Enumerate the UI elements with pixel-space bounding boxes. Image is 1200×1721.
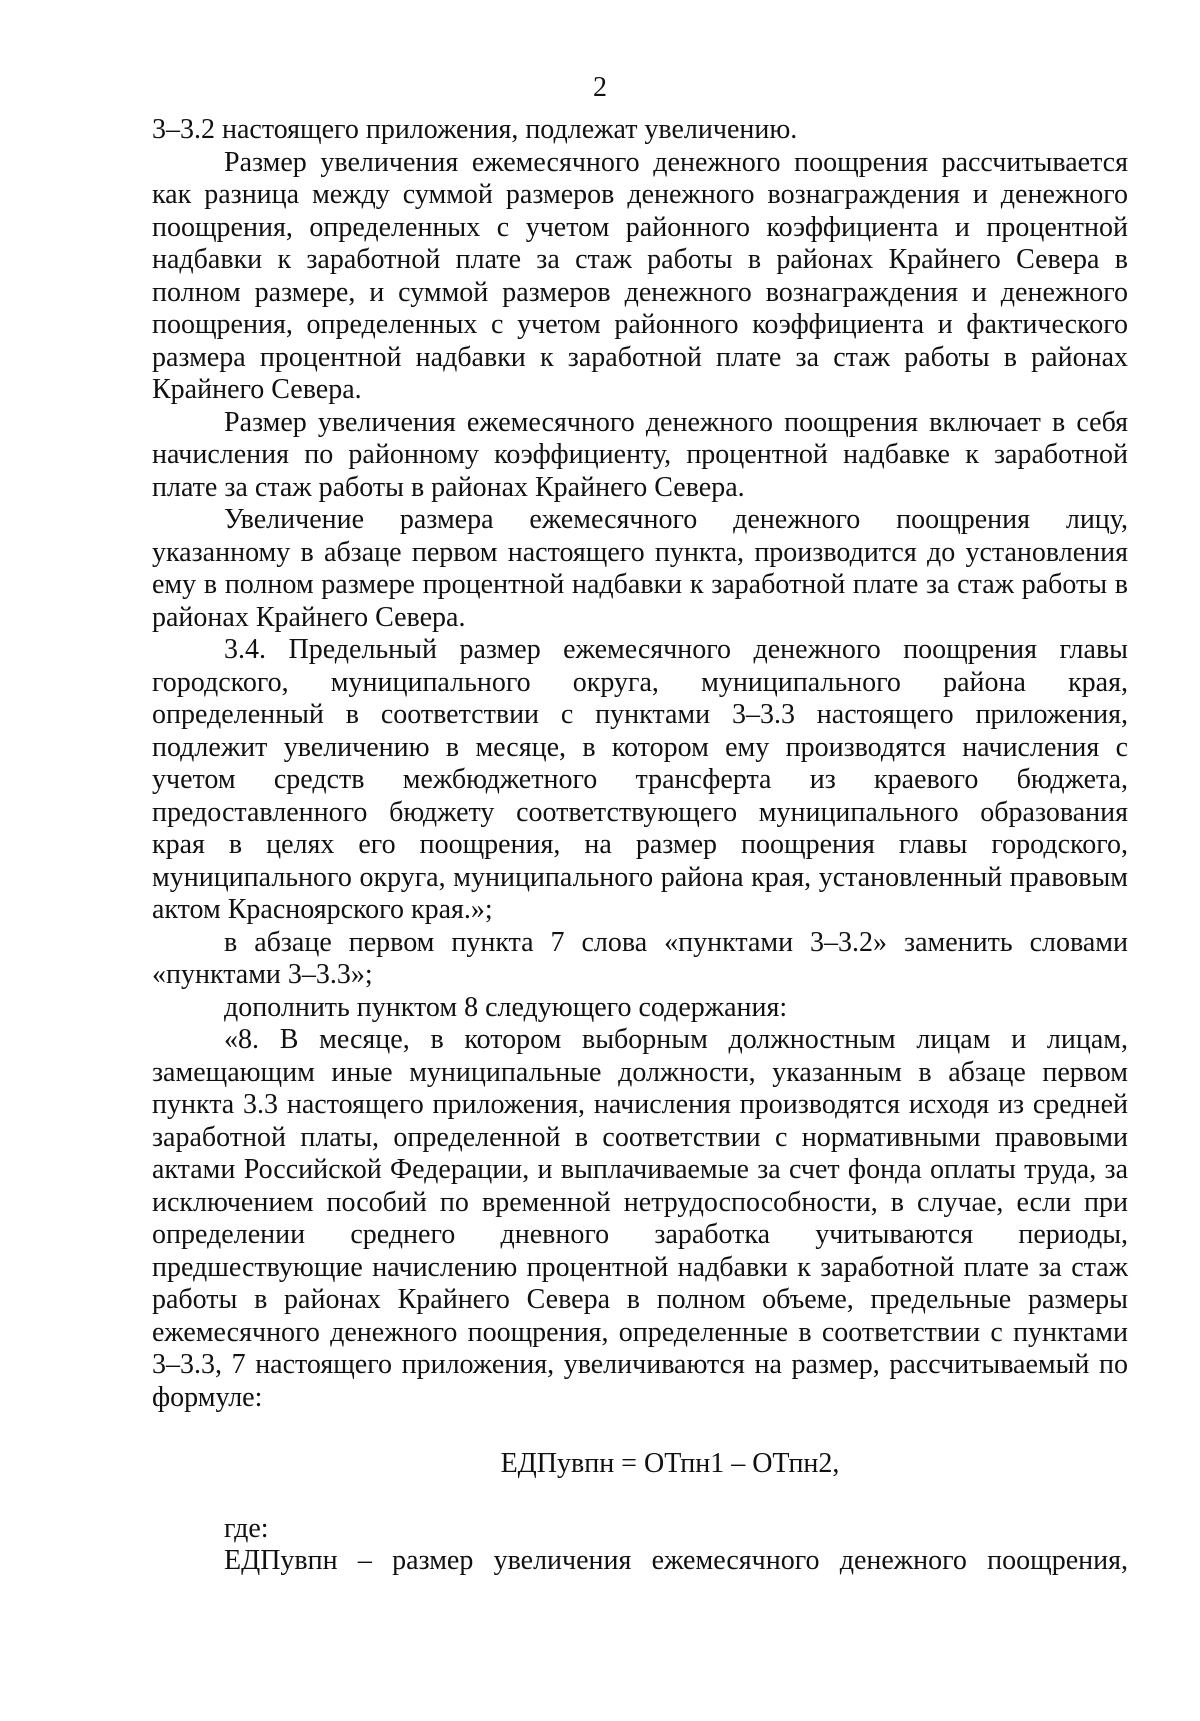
paragraph-definition-edpuvpn: ЕДПувпн – размер увеличения ежемесячного денежного поощрения, [224, 1545, 1128, 1576]
paragraph-increase-calculation: Размер увеличения ежемесячного денежного поощрения рассчитывается как разница между суммой размеров денежного вознаграждения и денежного поощрения, определенных с учетом районного коэффициента и процентной надбавки к заработной плате за стаж работы в районах Крайнего Севера в полном размере, и суммой размеров денежного вознаграждения и денежного поощрения, определенных с учетом районного коэффициента и фактического размера процентной надбавки к заработной плате за стаж работы в районах Крайнего Севера. [152, 146, 1128, 405]
paragraph-clause-3-4: 3.4. Предельный размер ежемесячного денежного поощрения главы городского, муниципального округа, муниципального района края, определенный в соответствии с пунктами 3–3.3 настоящего приложения, подлежит увеличению в месяце, в котором ему производятся начисления с учетом средств межбюджетного трансферта из краевого бюджета, предоставленного бюджету соответствующего муниципального образования края в целях его поощрения, на размер поощрения главы городского, муниципального округа, муниципального района края, установленный правовым актом Красноярского края.»; [152, 634, 1128, 925]
document-body [152, 114, 1128, 1578]
paragraph-add-clause-8: дополнить пунктом 8 следующего содержания: [224, 991, 788, 1023]
paragraph-clause-8: «8. В месяце, в котором выборным должностным лицам и лицам, замещающим иные муниципальные должности, указанным в абзаце первом пункта 3.3 настоящего приложения, начисления производятся исходя из средней заработной платы, определенной в соответствии с нормативными правовыми актами Российской Федерации, и выплачиваемые за счет фонда оплаты труда, за исключением пособий по временной нетрудоспособности, в случае, если при определении среднего дневного заработка учитываются периоды, предшествующие начислению процентной надбавки к заработной плате за стаж работы в районах Крайнего Севера в полном объеме, предельные размеры ежемесячного денежного поощрения, определенные в соответствии с пунктами 3–3.3, 7 настоящего приложения, увеличиваются на размер, рассчитываемый по формуле: [152, 1024, 1128, 1413]
formula: ЕДПувпн = ОТпн1 – ОТпн2, [500, 1448, 840, 1479]
paragraph-continuation: 3–3.2 настоящего приложения, подлежат увеличению. [152, 114, 798, 145]
paragraph-where: где: [224, 1512, 269, 1544]
paragraph-increase-duration: Увеличение размера ежемесячного денежного поощрения лицу, указанному в абзаце первом настоящего пункта, производится до установления ему в полном размере процентной надбавки к заработной плате за стаж работы в районах Крайнего Севера. [152, 504, 1128, 633]
page-number: 2 [593, 72, 607, 103]
paragraph-increase-includes: Размер увеличения ежемесячного денежного поощрения включает в себя начисления по районному коэффициенту, процентной надбавке к заработной плате за стаж работы в районах Крайнего Севера. [152, 406, 1128, 503]
paragraph-clause-7-amendment: в абзаце первом пункта 7 слова «пунктами 3–3.2» заменить словами «пунктами 3–3.3»; [152, 926, 1128, 990]
